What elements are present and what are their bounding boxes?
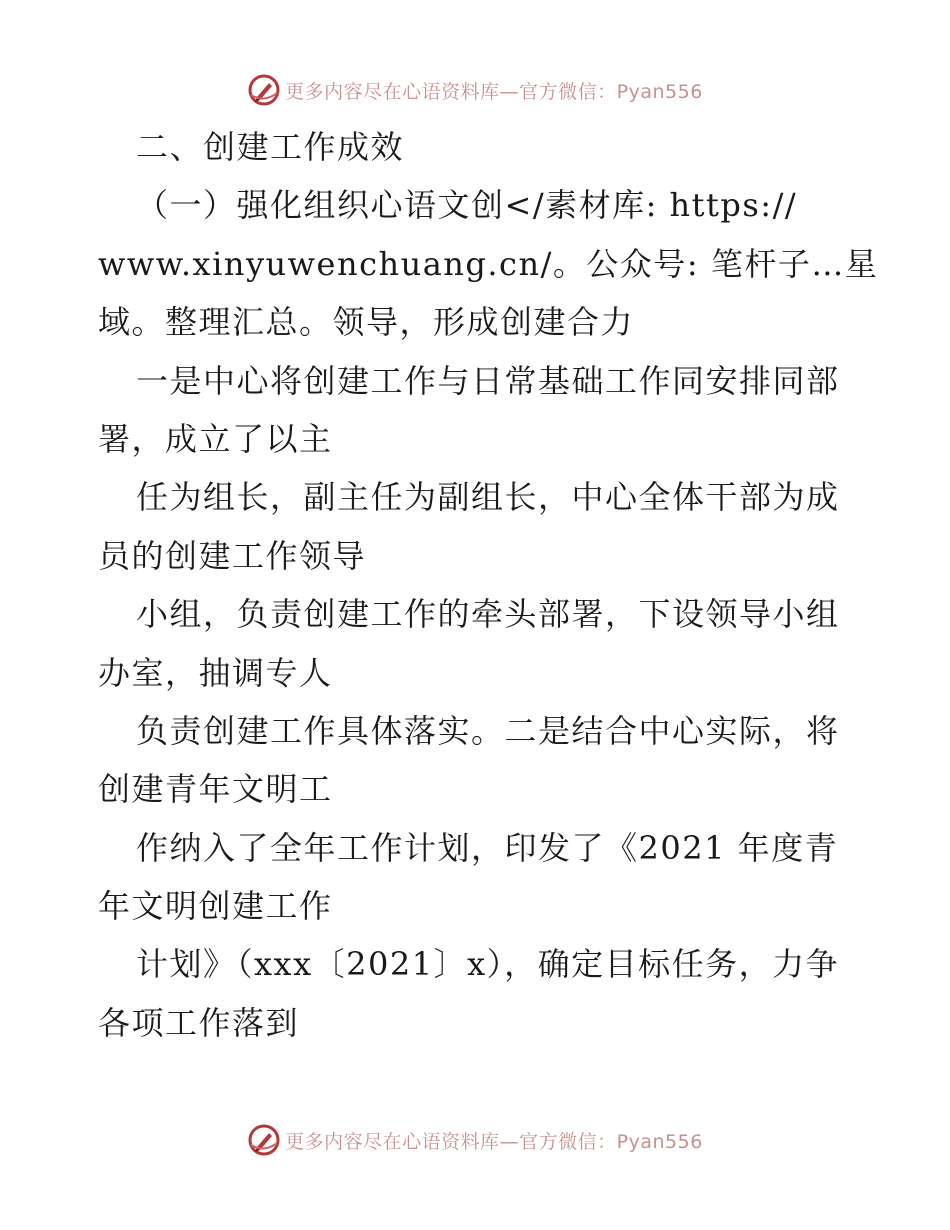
paragraph-line: 一是中心将创建工作与日常基础工作同安排同部 bbox=[136, 361, 840, 400]
paragraph-line: 小组，负责创建工作的牵头部署，下设领导小组 bbox=[136, 595, 840, 634]
footer-banner-text: 更多内容尽在心语资料库—官方微信：Pyan556 bbox=[285, 1130, 703, 1153]
document-body bbox=[98, 118, 879, 1052]
paragraph-line: 年文明创建工作 bbox=[98, 887, 333, 926]
paragraph-line: 员的创建工作领导 bbox=[98, 536, 367, 575]
footer-banner bbox=[0, 1120, 950, 1160]
paragraph-line: 办室，抽调专人 bbox=[98, 653, 333, 692]
header-banner-text: 更多内容尽在心语资料库—官方微信：Pyan556 bbox=[285, 80, 703, 103]
paragraph-line: 创建青年文明工 bbox=[98, 770, 333, 809]
paragraph-line: 各项工作落到 bbox=[98, 1003, 300, 1042]
paragraph-line: 计划》（xxx〔2021〕x），确定目标任务，力争 bbox=[136, 945, 840, 984]
paragraph-line: www.xinyuwenchuang.cn/。公众号: 笔杆子…星 bbox=[98, 244, 879, 283]
section-heading: 二、创建工作成效 bbox=[136, 128, 405, 166]
pen-logo-icon bbox=[247, 73, 281, 107]
paragraph-line: 任为组长，副主任为副组长，中心全体干部为成 bbox=[136, 478, 840, 517]
paragraph-line: 署，成立了以主 bbox=[98, 419, 333, 458]
pen-logo-icon bbox=[247, 1123, 281, 1157]
paragraph-line: 域。整理汇总。领导，形成创建合力 bbox=[98, 303, 635, 342]
header-banner bbox=[0, 70, 950, 110]
paragraph-line: （一）强化组织心语文创</素材库: https:// bbox=[136, 186, 798, 225]
paragraph-line: 负责创建工作具体落实。二是结合中心实际，将 bbox=[136, 711, 840, 750]
paragraph-line: 作纳入了全年工作计划，印发了《2021 年度青 bbox=[136, 828, 839, 867]
